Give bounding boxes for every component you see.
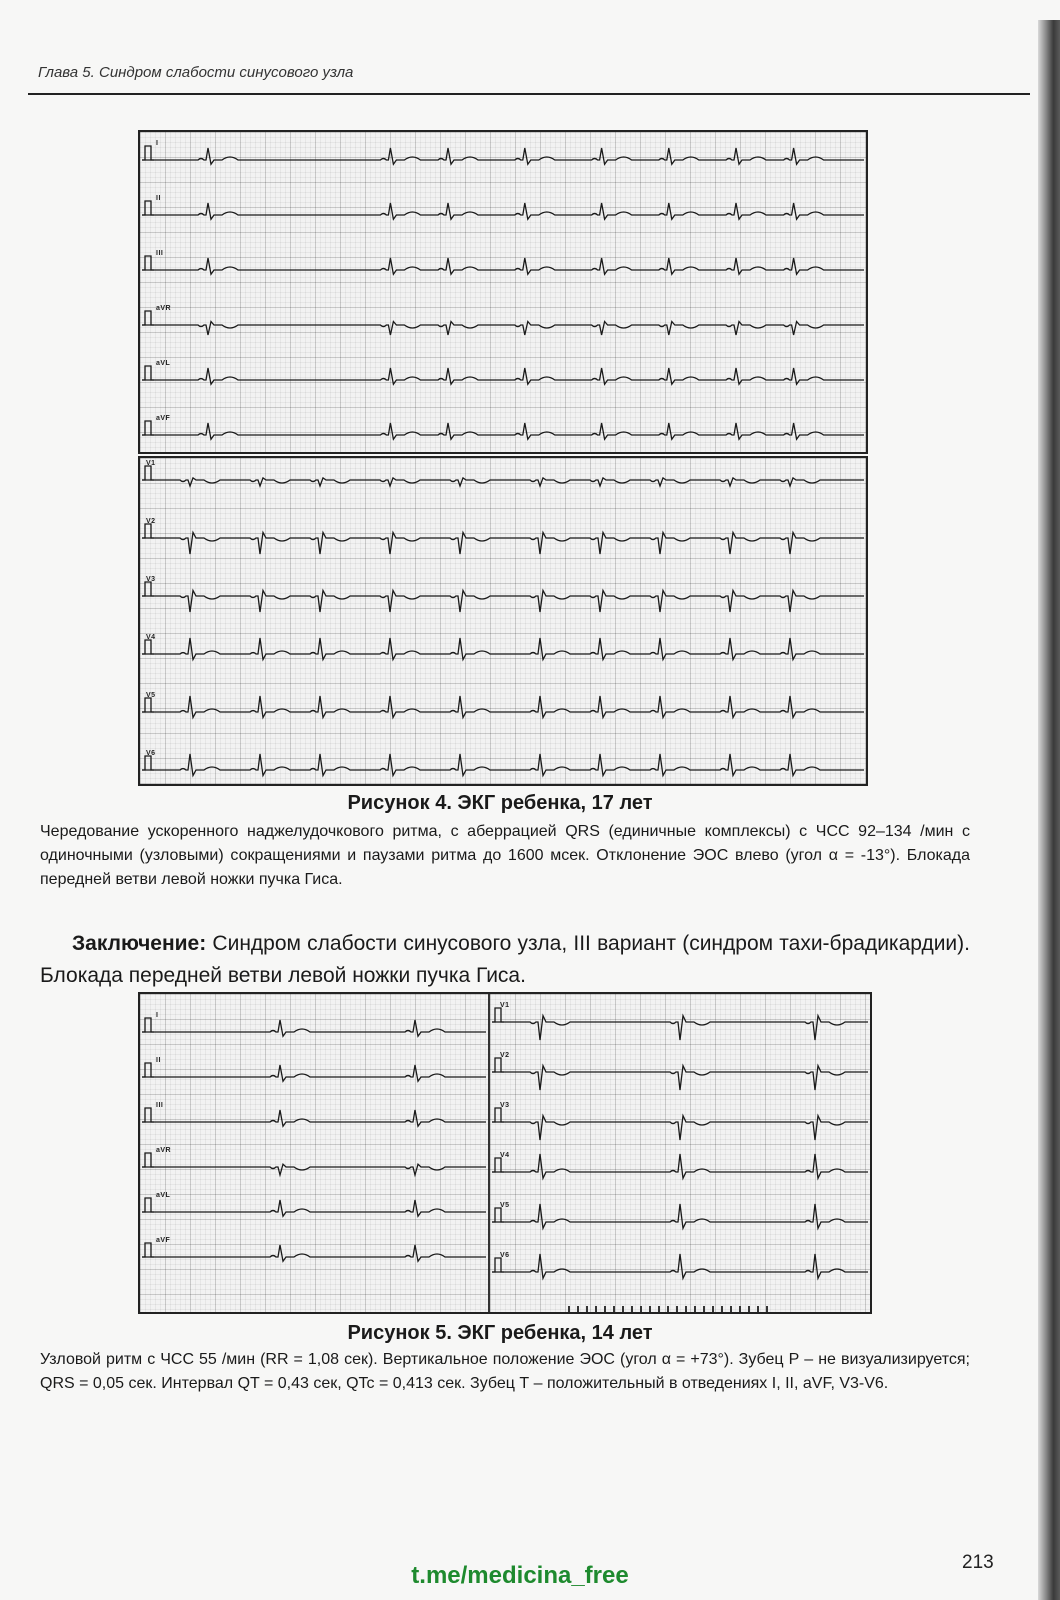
figure4-ecg-limb-leads xyxy=(138,130,868,454)
figure4-title: Рисунок 4. ЭКГ ребенка, 17 лет xyxy=(347,792,653,814)
figure4-lead-v1-label: V1 xyxy=(146,460,156,467)
figure4-lead-i-label: I xyxy=(156,140,159,147)
figure5-lead-avf-calibration-pulse xyxy=(142,1243,154,1257)
figure5-calibration-marks xyxy=(568,1306,768,1312)
figure4-ecg-limb-leads-svg xyxy=(140,132,866,452)
page-number: 213 xyxy=(962,1552,994,1573)
figure5-lead-avr-trace xyxy=(142,1164,486,1175)
figure5-lead-avl-trace xyxy=(142,1200,486,1216)
figure5-lead-iii-trace xyxy=(142,1110,486,1126)
figure5-lead-avl-calibration-pulse xyxy=(142,1198,154,1212)
figure4-lead-v1-calibration-pulse xyxy=(142,466,154,480)
figure5-lead-i-trace xyxy=(142,1020,486,1036)
figure5-lead-v4-label: V4 xyxy=(500,1152,510,1159)
figure4-lead-v5-trace xyxy=(142,696,864,718)
figure4-lead-avr-label: aVR xyxy=(156,305,172,312)
figure4-lead-iii-trace xyxy=(142,258,864,274)
figure4-lead-avf-label: aVF xyxy=(156,415,171,422)
figure4-lead-v5-calibration-pulse xyxy=(142,698,154,712)
figure4-lead-iii-label: III xyxy=(156,250,164,257)
figure5-lead-i-calibration-pulse xyxy=(142,1018,154,1032)
figure4-lead-v4-trace xyxy=(142,638,864,660)
figure5-caption: Узловой ритм с ЧСС 55 /мин (RR = 1,08 сек). Вертикальное положение ЭОС (угол α = +73°). Зубец Р – не визуализируется; QRS = 0,05 сек. Интервал QT = 0,43 сек, QTc = 0,413 сек. Зубец Т – положительный в отведениях I, II, aVF, V3-V6. xyxy=(40,1351,970,1392)
running-head: Глава 5. Синдром слабости синусового узла xyxy=(38,64,354,81)
figure4-lead-v3-calibration-pulse xyxy=(142,582,154,596)
figure5-lead-v3-trace xyxy=(492,1116,868,1140)
figure5-lead-v2-trace xyxy=(492,1066,868,1090)
figure5-lead-v4-calibration-pulse xyxy=(492,1158,504,1172)
figure4-lead-v2-label: V2 xyxy=(146,518,156,525)
header-rule xyxy=(28,93,1030,95)
figure4-ecg-chest-leads xyxy=(138,456,868,786)
figure5-lead-ii-trace xyxy=(142,1065,486,1081)
figure5-lead-v5-calibration-pulse xyxy=(492,1208,504,1222)
figure4-lead-avl-label: aVL xyxy=(156,360,171,367)
figure5-lead-ii-calibration-pulse xyxy=(142,1063,154,1077)
figure5-lead-v1-trace xyxy=(492,1016,868,1040)
figure4-lead-v1-trace xyxy=(142,478,864,486)
figure4-lead-v6-label: V6 xyxy=(146,750,156,757)
watermark-link[interactable]: t.me/medicina_free xyxy=(411,1562,629,1589)
figure4-lead-avr-trace xyxy=(142,322,864,336)
figure5-lead-v6-label: V6 xyxy=(500,1252,510,1259)
figure5-lead-avr-label: aVR xyxy=(156,1147,172,1154)
figure4-caption: Чередование ускоренного наджелудочкового ритма, с аберрацией QRS (единичные комплексы) с ЧСС 92–134 /мин с одиночными (узловыми) сокращениями и паузами ритма до 1600 мсек. Отклонение ЭОС влево (угол α = -13°). Блокада передней ветви левой ножки пучка Гиса. xyxy=(40,823,970,888)
figure5-lead-v1-calibration-pulse xyxy=(492,1008,504,1022)
figure4-lead-v4-label: V4 xyxy=(146,634,156,641)
figure5-lead-v6-trace xyxy=(492,1254,868,1278)
figure4-lead-avf-trace xyxy=(142,423,864,439)
conclusion-label: Заключение: xyxy=(72,932,207,955)
figure4-lead-iii-calibration-pulse xyxy=(142,256,154,270)
figure4-lead-v2-calibration-pulse xyxy=(142,524,154,538)
conclusion-text: Синдром слабости синусового узла, III вариант (синдром тахи-брадикардии). Блокада передней ветви левой ножки пучка Гиса. xyxy=(40,932,970,987)
figure4-lead-avr-calibration-pulse xyxy=(142,311,154,325)
figure4-lead-v5-label: V5 xyxy=(146,692,156,699)
figure4-lead-v6-trace xyxy=(142,754,864,776)
figure5-lead-v4-trace xyxy=(492,1154,868,1178)
figure4-lead-v2-trace xyxy=(142,532,864,554)
figure4-lead-ii-label: II xyxy=(156,195,161,202)
figure5-lead-avf-label: aVF xyxy=(156,1237,171,1244)
figure5-lead-avf-trace xyxy=(142,1245,486,1261)
figure5-lead-v2-label: V2 xyxy=(500,1052,510,1059)
figure5-lead-iii-calibration-pulse xyxy=(142,1108,154,1122)
figure5-lead-v3-label: V3 xyxy=(500,1102,510,1109)
figure4-lead-v6-calibration-pulse xyxy=(142,756,154,770)
figure4-ecg-chest-leads-svg xyxy=(140,458,866,784)
figure5-title: Рисунок 5. ЭКГ ребенка, 14 лет xyxy=(347,1322,653,1344)
figure4-lead-i-calibration-pulse xyxy=(142,146,154,160)
figure4-lead-avl-calibration-pulse xyxy=(142,366,154,380)
figure5-lead-i-label: I xyxy=(156,1012,159,1019)
figure5-lead-avl-label: aVL xyxy=(156,1192,171,1199)
figure4-lead-ii-calibration-pulse xyxy=(142,201,154,215)
figure5-lead-v5-trace xyxy=(492,1204,868,1228)
figure4-lead-v4-calibration-pulse xyxy=(142,640,154,654)
figure5-lead-v2-calibration-pulse xyxy=(492,1058,504,1072)
figure5-lead-v5-label: V5 xyxy=(500,1202,510,1209)
figure5-lead-avr-calibration-pulse xyxy=(142,1153,154,1167)
figure5-lead-v3-calibration-pulse xyxy=(492,1108,504,1122)
figure4-lead-v3-trace xyxy=(142,590,864,612)
figure5-lead-v6-calibration-pulse xyxy=(492,1258,504,1272)
figure5-lead-v1-label: V1 xyxy=(500,1002,510,1009)
figure4-lead-i-trace xyxy=(142,148,864,164)
figure4-lead-avl-trace xyxy=(142,368,864,384)
figure5-lead-ii-label: II xyxy=(156,1057,161,1064)
figure4-lead-avf-calibration-pulse xyxy=(142,421,154,435)
figure4-lead-v3-label: V3 xyxy=(146,576,156,583)
figure5-ecg xyxy=(138,992,872,1314)
figure4-lead-ii-trace xyxy=(142,203,864,219)
figure5-lead-iii-label: III xyxy=(156,1102,164,1109)
book-spine-shadow xyxy=(1038,20,1060,1600)
conclusion-paragraph xyxy=(40,928,970,992)
